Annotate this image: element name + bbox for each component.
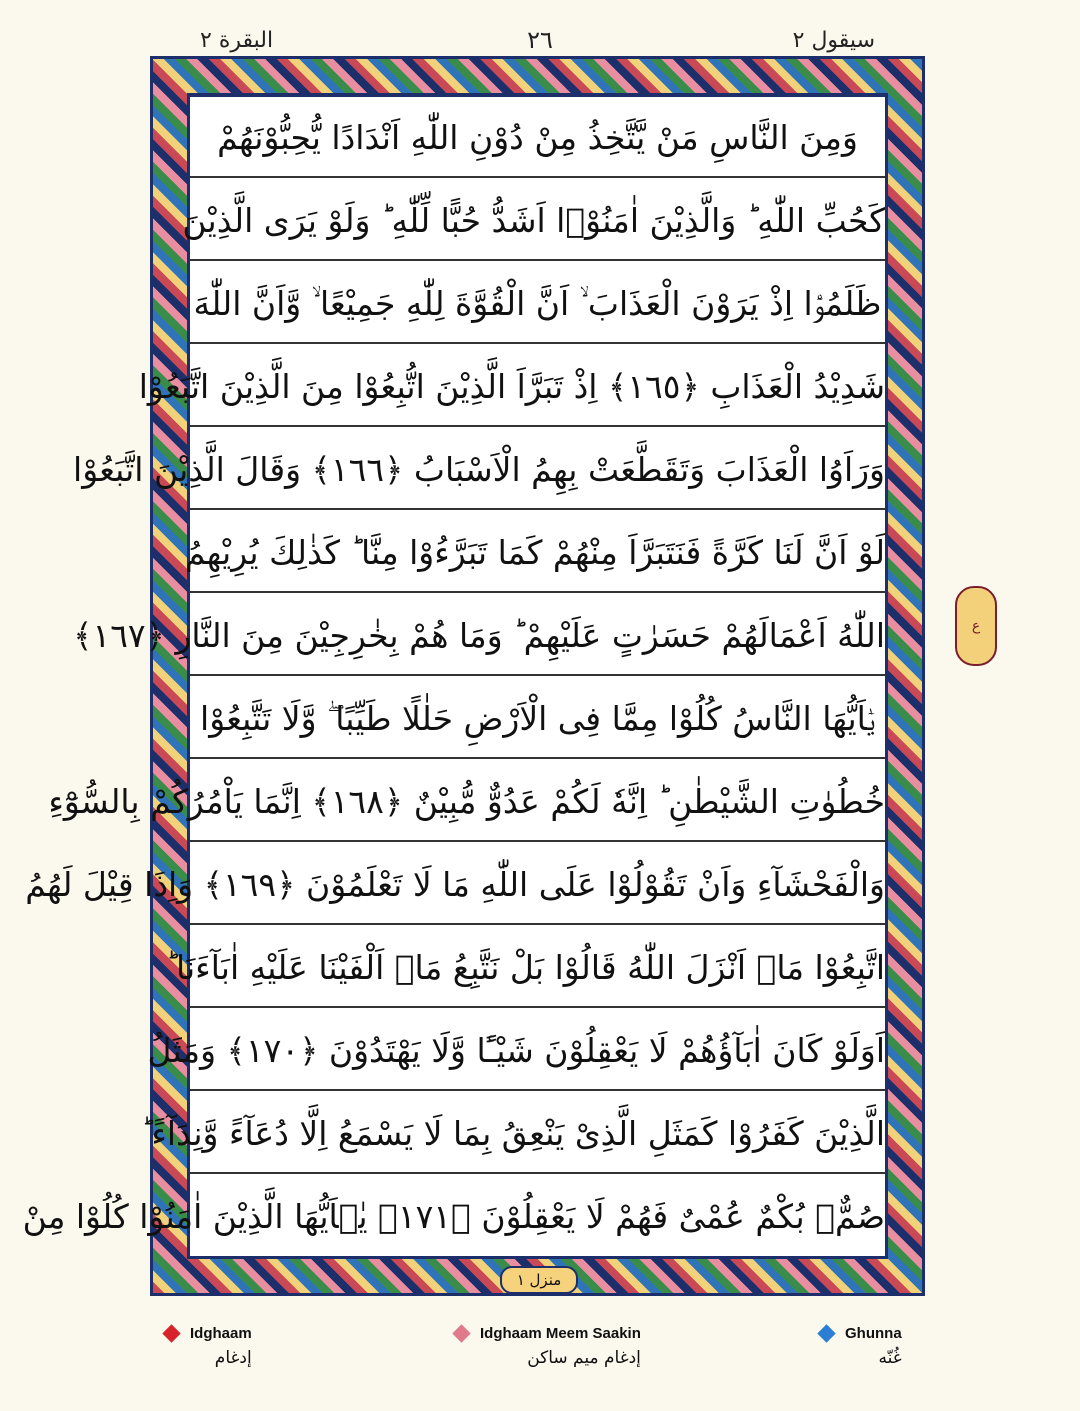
text-line-11: اتَّبِعُوْا مَاۤ اَنْزَلَ اللّٰهُ قَالُوْا بَلْ نَتَّبِعُ مَاۤ اَلْفَيْنَا عَلَيْهِ اٰبَآءَنَا ؕ bbox=[190, 927, 885, 1008]
legend-label-ar: غُنّه bbox=[878, 1348, 902, 1368]
ruku-marker: ع bbox=[955, 586, 997, 666]
legend-idghaam-meem-saakin bbox=[455, 1325, 641, 1395]
legend-label-en: Idghaam bbox=[190, 1325, 252, 1342]
legend-label-en: Ghunna bbox=[845, 1325, 902, 1342]
text-line-5: وَرَاَوُا الْعَذَابَ وَتَقَطَّعَتْ بِهِمُ الْاَسْبَابُ ﴿١٦٦﴾ وَقَالَ الَّذِيْنَ اتَّبَعُوْا bbox=[190, 429, 885, 510]
text-line-1: وَمِنَ النَّاسِ مَنْ يَّتَّخِذُ مِنْ دُوْنِ اللّٰهِ اَنْدَادًا يُّحِبُّوْنَهُمْ bbox=[190, 97, 885, 178]
text-line-14: صُمٌّۢ بُكْمٌ عُمْىٌ فَهُمْ لَا يَعْقِلُوْنَ ﴿١٧١﴾ يٰۤاَيُّهَا الَّذِيْنَ اٰمَنُوْا كُلُوْا مِنْ bbox=[22, 1197, 885, 1236]
text-line-9: خُطُوٰتِ الشَّيْطٰنِ ؕ اِنَّهٗ لَكُمْ عَدُوٌّ مُّبِيْنٌ ﴿١٦٨﴾ اِنَّمَا يَاْمُرُكُمْ بِالسُّوْٓءِ bbox=[190, 761, 885, 842]
manzil-badge: منزل ١ bbox=[500, 1266, 578, 1294]
text-line-4: شَدِيْدُ الْعَذَابِ ﴿١٦٥﴾ اِذْ تَبَرَّاَ الَّذِيْنَ اتُّبِعُوْا مِنَ الَّذِيْنَ اتَّبَعُوْا bbox=[190, 346, 885, 427]
surah-name: البقرة ٢ bbox=[200, 28, 274, 53]
diamond-blue-icon bbox=[817, 1324, 835, 1342]
para-name: سيقول ٢ bbox=[792, 28, 875, 53]
diamond-red-icon bbox=[162, 1324, 180, 1342]
legend-label-en: Idghaam Meem Saakin bbox=[480, 1325, 641, 1342]
text-line-10: وَالْفَحْشَآءِ وَاَنْ تَقُوْلُوْا عَلَى اللّٰهِ مَا لَا تَعْلَمُوْنَ ﴿١٦٩﴾ وَاِذَا قِيْلَ لَهُمُ bbox=[190, 844, 885, 925]
legend-label-ar: إدغام bbox=[214, 1348, 252, 1368]
text-line-8: يٰۤاَيُّهَا النَّاسُ كُلُوْا مِمَّا فِى الْاَرْضِ حَلٰلًا طَيِّبًا ۖ وَّلَا تَتَّبِعُوْا bbox=[190, 678, 885, 759]
text-line-12: اَوَلَوْ كَانَ اٰبَآؤُهُمْ لَا يَعْقِلُوْنَ شَيْـًٔا وَّلَا يَهْتَدُوْنَ ﴿١٧٠﴾ وَمَثَلُ bbox=[190, 1010, 885, 1091]
text-line-13: الَّذِيْنَ كَفَرُوْا كَمَثَلِ الَّذِىْ يَنْعِقُ بِمَا لَا يَسْمَعُ اِلَّا دُعَآءً وَّنِدَآءً ؕ bbox=[190, 1093, 885, 1174]
text-line-6: لَوْ اَنَّ لَنَا كَرَّةً فَنَتَبَرَّاَ مِنْهُمْ كَمَا تَبَرَّءُوْا مِنَّا ؕ كَذٰلِكَ يُرِيْهِمُ bbox=[190, 512, 885, 593]
text-line-3: ظَلَمُوْۤا اِذْ يَرَوْنَ الْعَذَابَ ۙ اَنَّ الْقُوَّةَ لِلّٰهِ جَمِيْعًا ۙ وَّاَنَّ اللّٰهَ bbox=[190, 263, 885, 344]
legend-ghunna bbox=[820, 1325, 902, 1395]
legend-idghaam bbox=[165, 1325, 252, 1395]
text-line-2: كَحُبِّ اللّٰهِ ؕ وَالَّذِيْنَ اٰمَنُوْۤا اَشَدُّ حُبًّا لِّلّٰهِ ؕ وَلَوْ يَرَى الَّذِيْنَ bbox=[190, 180, 885, 261]
quran-text-panel bbox=[22, 95, 887, 1258]
diamond-pink-icon bbox=[452, 1324, 470, 1342]
legend-label-ar: إدغام ميم ساكن bbox=[527, 1348, 641, 1368]
text-line-7: اللّٰهُ اَعْمَالَهُمْ حَسَرٰتٍ عَلَيْهِمْ ؕ وَمَا هُمْ بِخٰرِجِيْنَ مِنَ النَّارِ ﴿١٦٧﴾ bbox=[190, 595, 885, 676]
page-number: ٢٦ bbox=[527, 26, 553, 54]
